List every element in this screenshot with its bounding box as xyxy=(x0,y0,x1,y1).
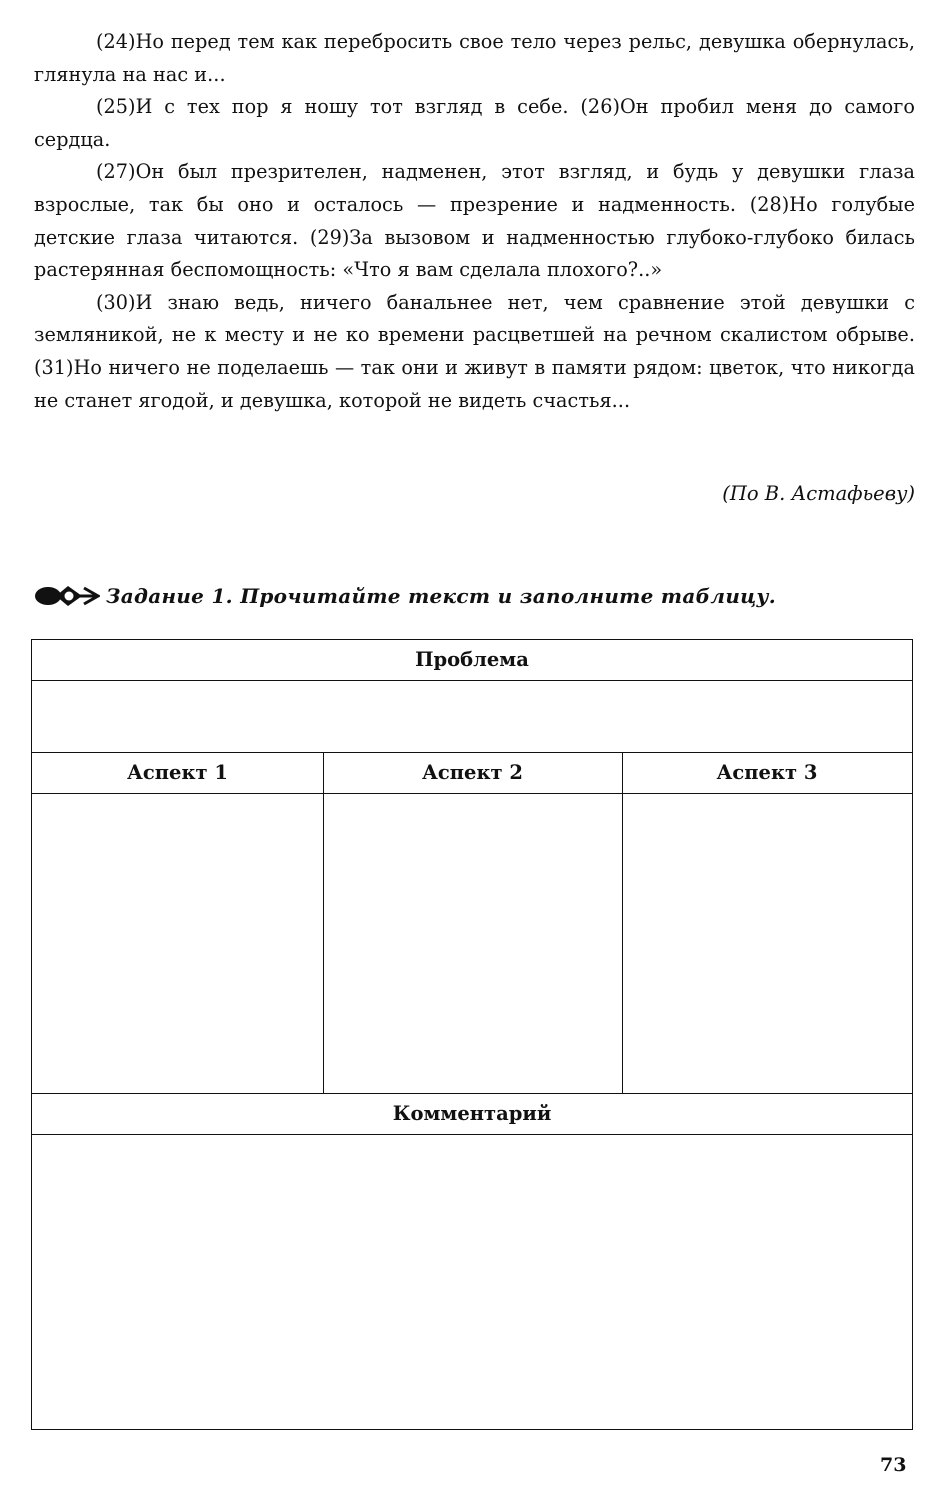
task-instruction: Задание 1. Прочитайте текст и заполните таблицу. xyxy=(106,584,777,608)
table-divider xyxy=(32,680,912,681)
aspect-2-header: Аспект 2 xyxy=(422,761,523,784)
aspect-2-answer-cell[interactable] xyxy=(324,795,622,1091)
problem-aspects-table xyxy=(31,639,913,1430)
pen-nib-icon xyxy=(34,582,100,610)
table-divider xyxy=(32,793,912,794)
author-attribution: (По В. Астафьеву) xyxy=(722,482,915,505)
aspect-3-answer-cell[interactable] xyxy=(623,795,912,1091)
aspect-1-answer-cell[interactable] xyxy=(32,795,323,1091)
aspect-3-header: Аспект 3 xyxy=(716,761,818,784)
paragraph-25: (25)И с тех пор я ношу тот взгляд в себе. (26)Он пробил меня до самого сердца. xyxy=(34,95,915,151)
problem-header: Проблема xyxy=(415,648,529,671)
problem-answer-cell[interactable] xyxy=(32,682,912,752)
comment-header: Комментарий xyxy=(392,1102,552,1125)
paragraph-30: (30)И знаю ведь, ничего банальнее нет, чем сравнение этой девушки с земляникой, не к месту и не ко времени расцветшей на речном скалистом обрыве. (31)Но ничего не поделаешь — так они и живут в памяти рядом: цветок, что никогда не станет ягодой, и девушка, которой не видеть счастья... xyxy=(34,290,915,412)
table-divider xyxy=(32,1093,912,1094)
task-heading xyxy=(34,582,776,610)
table-divider xyxy=(622,752,623,1093)
passage-text xyxy=(34,26,915,417)
table-divider xyxy=(32,752,912,753)
page-number: 73 xyxy=(880,1454,907,1476)
paragraph-27: (27)Он был презрителен, надменен, этот взгляд, и будь у девушки глаза взрослые, так бы оно и осталось — презрение и надменность. (28)Но голубые детские глаза читаются. (29)За вызовом и надменностью глубоко-глубоко билась растерянная беспомощность: «Что я вам сделала плохого?..» xyxy=(34,160,915,282)
table-divider xyxy=(32,1134,912,1135)
comment-answer-cell[interactable] xyxy=(32,1136,912,1426)
aspect-1-header: Аспект 1 xyxy=(127,761,228,784)
paragraph-24: (24)Но перед тем как перебросить свое тело через рельс, девушка обернулась, глянула на нас и... xyxy=(34,30,915,86)
table-divider xyxy=(323,752,324,1093)
